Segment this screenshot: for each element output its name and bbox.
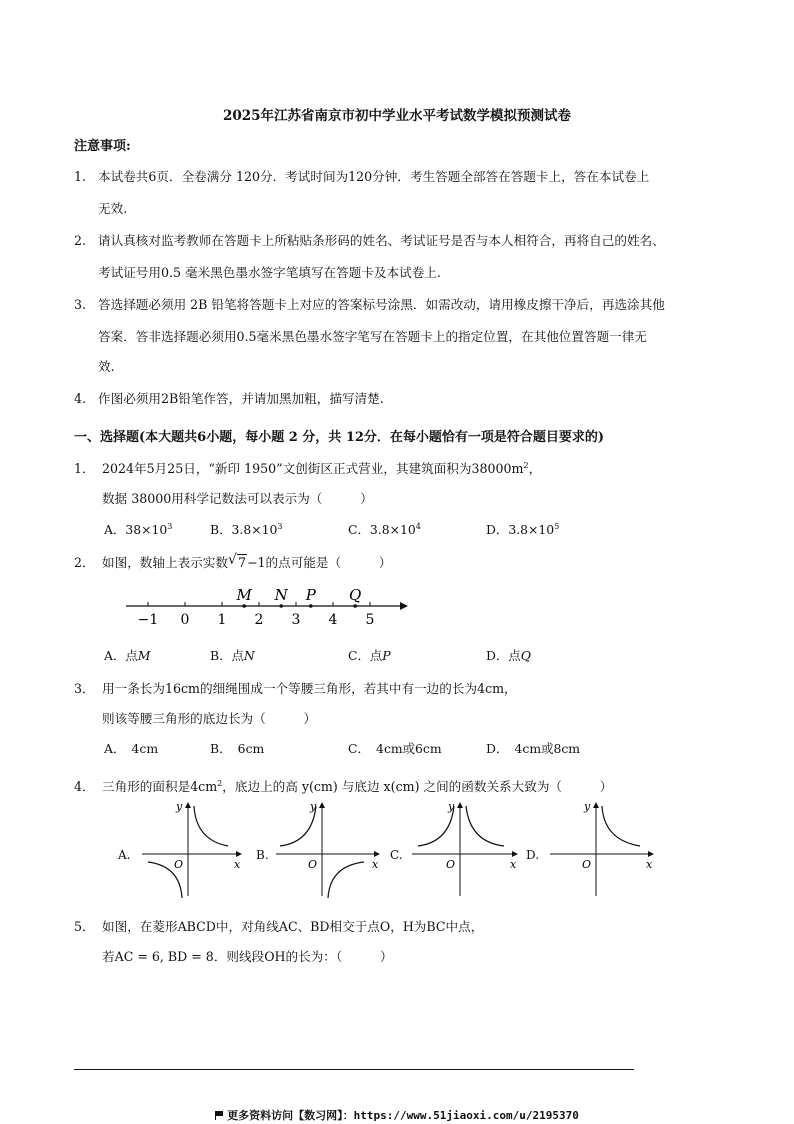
question-3: 3． 用一条长为16cm的细绳围成一个等腰三角形，若其中有一边的长为4cm， bbox=[74, 681, 517, 696]
notice-item-1-cont: 无效. bbox=[98, 201, 128, 216]
number-line bbox=[118, 580, 418, 630]
number-line-arrow bbox=[400, 602, 408, 610]
axis-tick-label: 1 bbox=[217, 612, 227, 628]
graph-d-svg bbox=[524, 800, 660, 900]
axis-point-label: Q bbox=[349, 586, 362, 604]
axis-point-dot bbox=[242, 604, 246, 608]
page-title: 2025年江苏省南京市初中学业水平考试数学模拟预测试卷 bbox=[222, 108, 572, 124]
question-4: 4． 三角形的面积是$4cm^2$，底边上的高 y(cm) 与底边 x(cm) 之间的函数关系大致为（ ） bbox=[74, 778, 613, 794]
question-1-line2: 数据 38000用科学记数法可以表示为（ ） bbox=[102, 491, 373, 506]
sqrt-symbol: √ 7 bbox=[227, 552, 246, 570]
option-b[interactable]: B．$3.8\times 10^3$ bbox=[210, 521, 283, 537]
axis-tick-label: 3 bbox=[291, 612, 301, 628]
option-d[interactable]: D． 4cm或8cm bbox=[486, 741, 581, 756]
axis-tick-label: 2 bbox=[254, 612, 264, 628]
option-d[interactable]: D．点Q bbox=[486, 648, 531, 663]
question-3-line2: 则该等腰三角形的底边长为（ ） bbox=[102, 711, 317, 726]
axis-tick-label: −1 bbox=[137, 612, 159, 628]
svg-text:x: x bbox=[372, 858, 379, 871]
notice-item-3-cont2: 效. bbox=[98, 359, 115, 374]
question-5: 5． 如图，在菱形ABCD中，对角线AC、BD相交于点O，H为BC中点， bbox=[74, 919, 484, 934]
graph-a-svg bbox=[116, 800, 246, 900]
graph-c-svg bbox=[388, 800, 524, 900]
axis-point-dot bbox=[309, 604, 313, 608]
section-heading: 一、选择题(本大题共6小题，每小题 2 分，共 12分．在每小题恰有一项是符合题目要求的) bbox=[74, 430, 605, 445]
notice-heading: 注意事项: bbox=[74, 139, 131, 154]
graph-option-c[interactable]: C. y x O bbox=[388, 800, 524, 900]
graph-b-svg bbox=[254, 800, 384, 900]
footer-note[interactable]: 更多资料访问【数习网】：https://www.51jiaoxi.com/u/2195370 bbox=[0, 1107, 794, 1123]
notice-item-4: 4. 作图必须用2B铅笔作答，并请加黑加粗，描写清楚. bbox=[74, 391, 384, 406]
notice-item-1: 1. 本试卷共6页．全卷满分 120分．考试时间为120分钟．考生答题全部答在答题卡上，答在本试卷上 bbox=[74, 169, 650, 184]
graph-option-d[interactable]: D. y x O bbox=[524, 800, 660, 900]
svg-text:y: y bbox=[310, 800, 317, 813]
svg-text:O: O bbox=[308, 858, 318, 871]
svg-text:y: y bbox=[176, 800, 183, 813]
graph-option-a[interactable]: A. y x O bbox=[116, 800, 246, 900]
notice-item-2: 2. 请认真核对监考教师在答题卡上所粘贴条形码的姓名、考试证号是否与本人相符合，再将自己的姓名、 bbox=[74, 233, 665, 248]
axis-tick-label: 0 bbox=[180, 612, 190, 628]
svg-text:x: x bbox=[234, 858, 241, 871]
svg-text:x: x bbox=[510, 858, 517, 871]
option-c[interactable]: C． 4cm或6cm bbox=[348, 741, 442, 756]
option-a[interactable]: A．点M bbox=[104, 648, 151, 663]
axis-point-dot bbox=[353, 604, 357, 608]
option-d[interactable]: D．$3.8\times 10^5$ bbox=[486, 521, 560, 537]
option-b[interactable]: B．点N bbox=[210, 648, 255, 663]
flag-icon bbox=[215, 1111, 223, 1120]
option-b[interactable]: B． 6cm bbox=[210, 741, 265, 756]
svg-text:O: O bbox=[174, 858, 184, 871]
option-c[interactable]: C．$3.8\times 10^4$ bbox=[348, 521, 421, 537]
svg-text:y: y bbox=[448, 800, 455, 813]
notice-item-2-cont: 考试证号用0.5 毫米黑色墨水签字笔填写在答题卡及本试卷上. bbox=[98, 265, 441, 280]
option-a[interactable]: A．$38\times 10^3$ bbox=[104, 521, 173, 537]
svg-text:O: O bbox=[446, 858, 456, 871]
notice-item-3: 3. 答选择题必须用 2B 铅笔将答题卡上对应的答案标号涂黑．如需改动，请用橡皮擦干净后，再选涂其他 bbox=[74, 297, 665, 312]
question-5-line2: 若AC = 6, BD = 8．则线段OH的长为：（ ） bbox=[102, 949, 393, 964]
question-2: 2． 如图，数轴上表示实数 √ 7−1的点可能是（ ） bbox=[74, 552, 392, 570]
axis-point-label: N bbox=[274, 586, 288, 604]
svg-text:y: y bbox=[584, 800, 591, 813]
svg-text:O: O bbox=[582, 858, 592, 871]
axis-tick-label: 4 bbox=[328, 612, 338, 628]
option-a[interactable]: A． 4cm bbox=[104, 741, 159, 756]
svg-text:x: x bbox=[646, 858, 653, 871]
axis-point-dot bbox=[279, 604, 283, 608]
axis-tick-label: 5 bbox=[365, 612, 375, 628]
question-1: 1． 2024年5月25日，“新印 1950”文创街区正式营业，其建筑面积为$38000m^2$， bbox=[74, 460, 542, 476]
notice-item-3-cont: 答案．答非选择题必须用0.5毫米黑色墨水签字笔写在答题卡上的指定位置，在其他位置答题一律无 bbox=[98, 329, 647, 344]
axis-point-label: M bbox=[236, 586, 252, 604]
axis-point-label: P bbox=[305, 586, 316, 604]
graph-option-b[interactable]: B. y x O bbox=[254, 800, 384, 900]
option-c[interactable]: C．点P bbox=[348, 648, 391, 663]
footer-rule bbox=[74, 1069, 634, 1070]
